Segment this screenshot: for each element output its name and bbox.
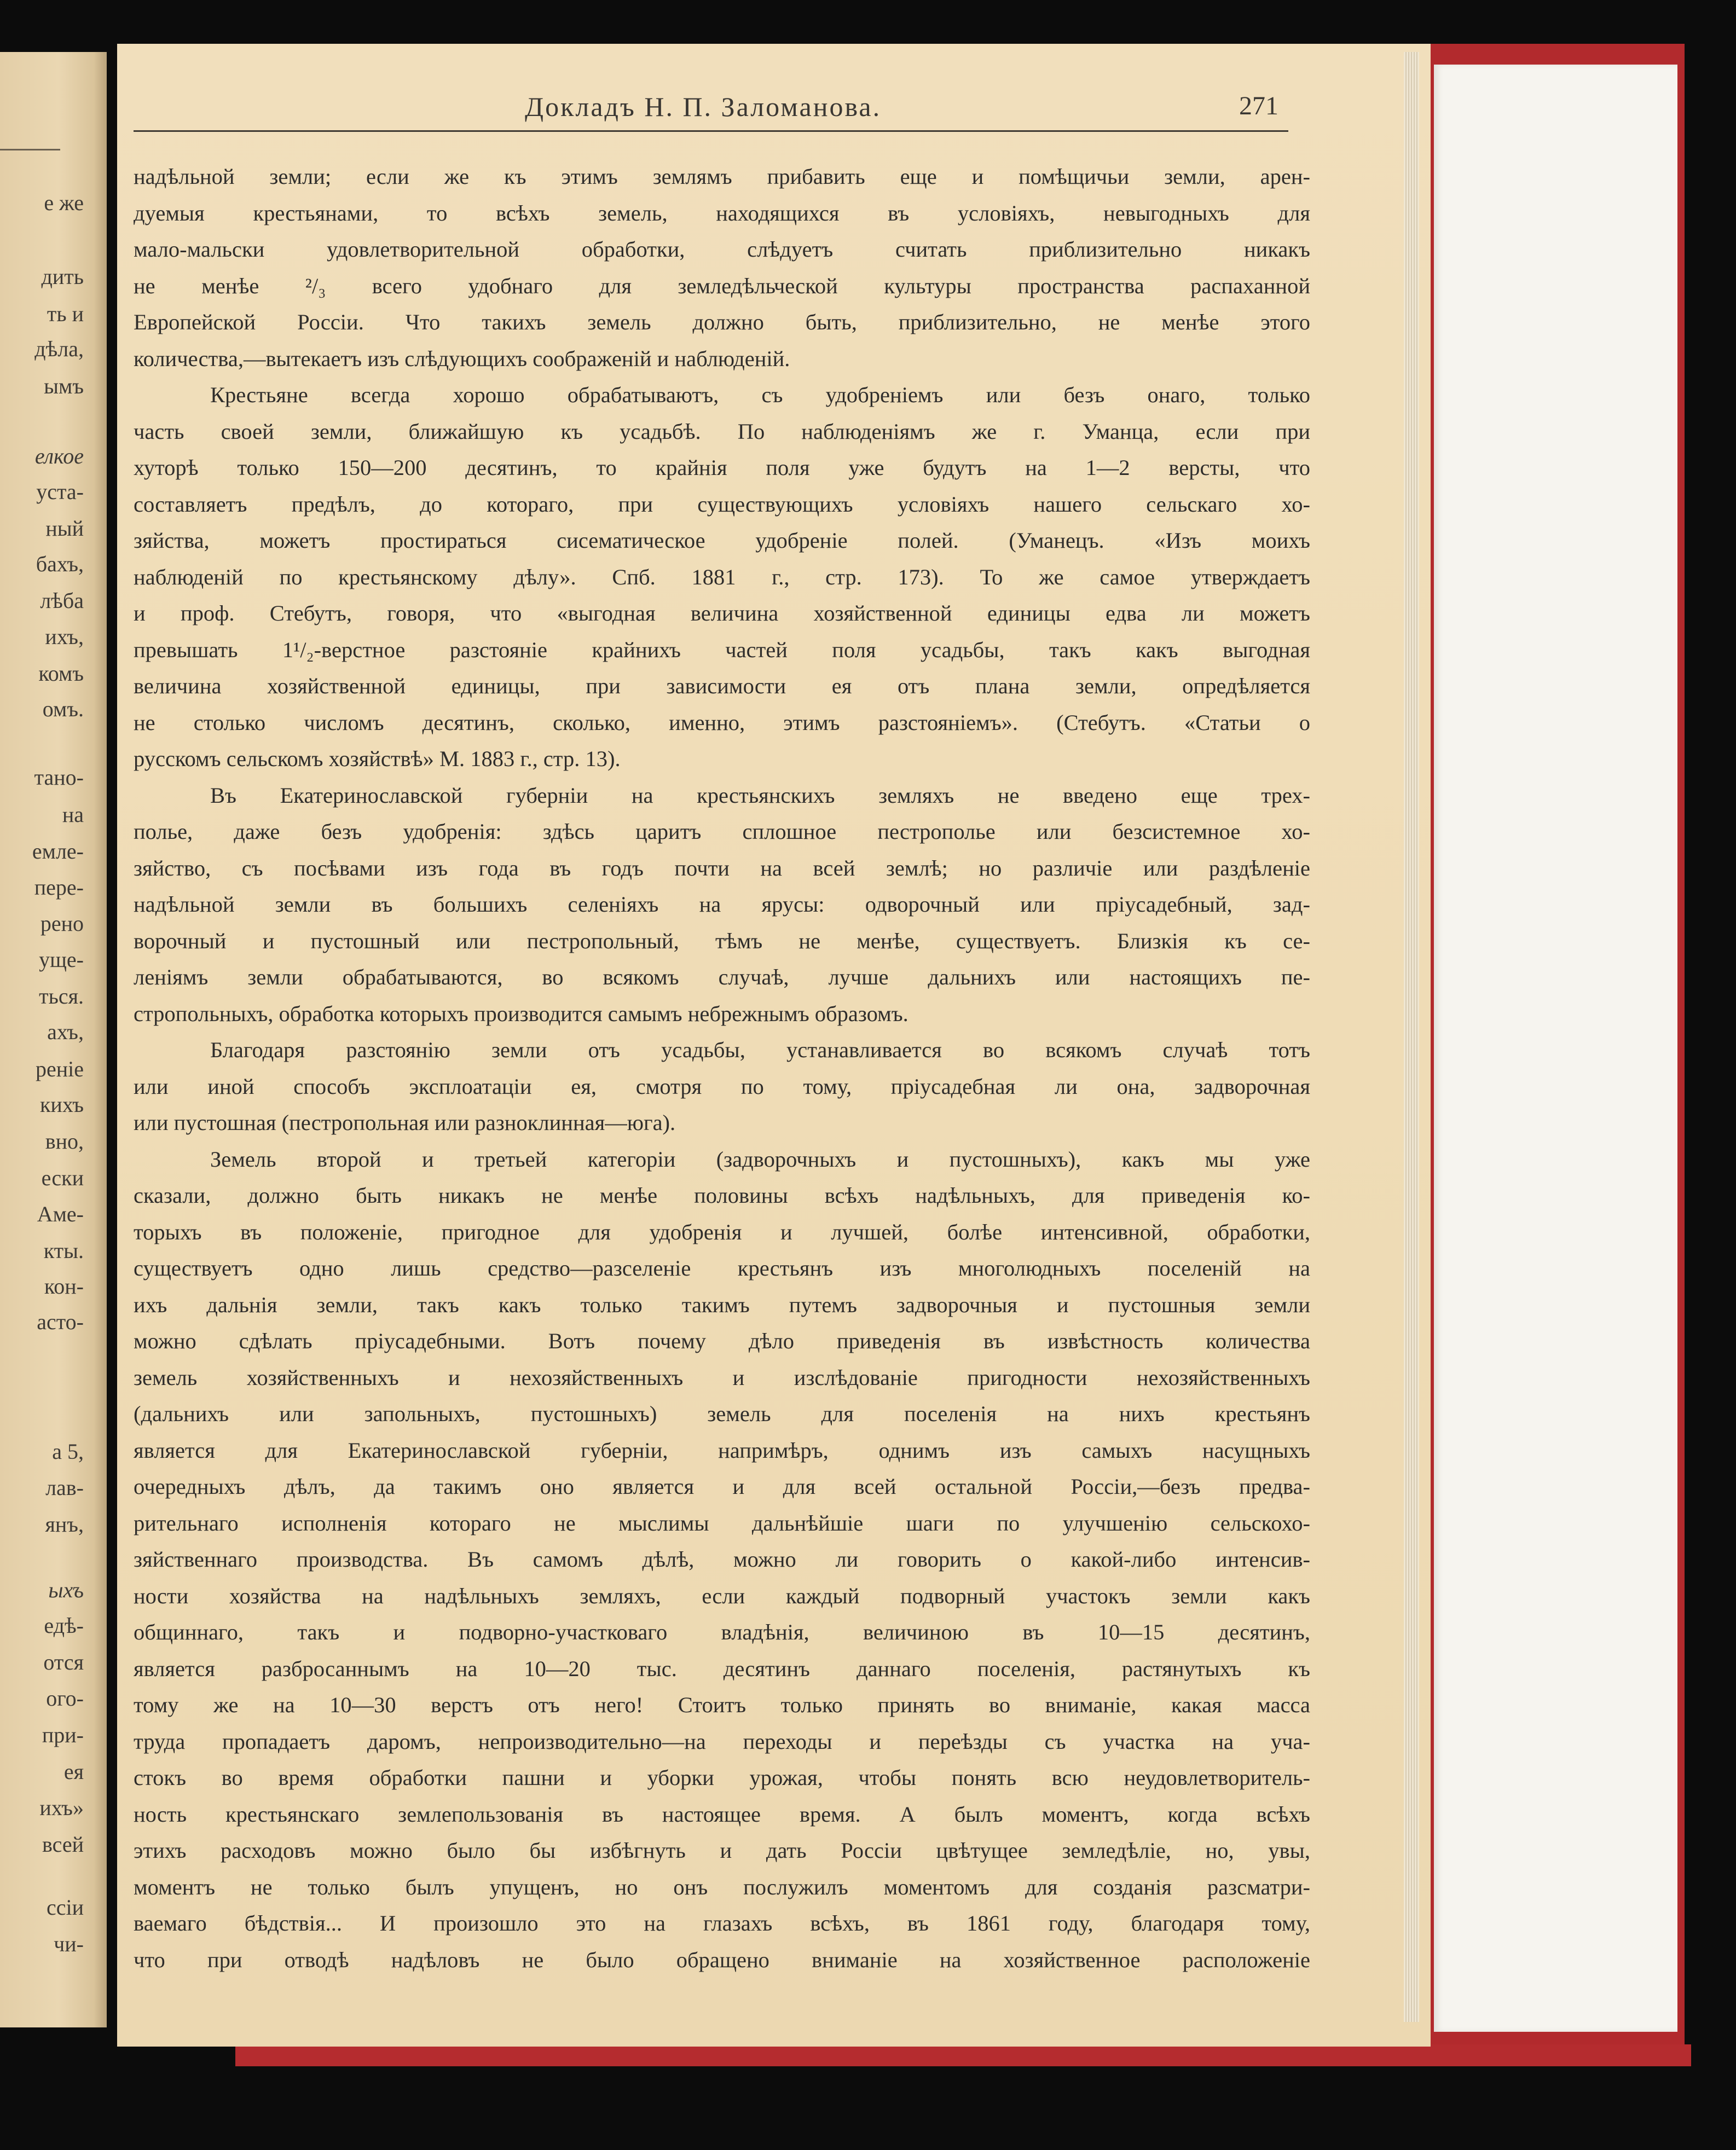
left-page-fragment: ихъ»	[39, 1795, 84, 1820]
left-page-fragment: уще-	[39, 947, 84, 972]
left-page-fragment: ть и	[47, 302, 84, 326]
left-page-fragment: а 5,	[52, 1439, 84, 1464]
left-page-fragment: ымъ	[44, 374, 84, 398]
text-line: можно сдѣлать пріусадебными. Вотъ почему дѣло приведенія въ извѣстность количества	[134, 1329, 1310, 1353]
text-line: ваемаго бѣдствія... И произошло это на глазахъ всѣхъ, въ 1861 году, благодаря тому,	[134, 1911, 1310, 1935]
left-page-fragment: ный	[45, 516, 84, 541]
running-head-title: Докладъ Н. П. Заломанова.	[525, 91, 882, 122]
left-page-fragment: ески	[41, 1166, 84, 1190]
text-line: полье, даже безъ удобренія: здѣсь царитъ сплошное пестрополье или безсистемное хо-	[134, 819, 1310, 844]
text-line: ности хозяйства на надѣльныхъ земляхъ, если каждый подворный участокъ земли какъ	[134, 1583, 1310, 1608]
right-page	[117, 44, 1431, 2047]
text-line: существуетъ одно лишь средство—разселеніе крестьянъ изъ многолюдныхъ поселеній на	[134, 1256, 1310, 1280]
text-line: надѣльной земли; если же къ этимъ землямъ прибавить еще и помѣщичьи земли, арен-	[134, 164, 1310, 189]
left-page-fragment: ихъ,	[45, 624, 84, 649]
text-line: ихъ дальнія земли, такъ какъ только такимъ путемъ задворочныя и пустошныя земли	[134, 1292, 1310, 1317]
text-line: Благодаря разстоянію земли отъ усадьбы, устанавливается во всякомъ случаѣ тотъ	[210, 1038, 1310, 1062]
text-line: Въ Екатеринославской губерніи на крестьянскихъ земляхъ не введено еще трех-	[210, 783, 1310, 808]
text-line: что при отводѣ надѣловъ не было обращено вниманіе на хозяйственное расположеніе	[134, 1947, 1310, 1972]
text-line: моментъ не только былъ упущенъ, но онъ послужилъ моментомъ для созданія разсматри-	[134, 1874, 1310, 1899]
text-line: Крестьяне всегда хорошо обрабатываютъ, съ удобреніемъ или безъ онаго, только	[210, 383, 1310, 407]
left-page-fragment: ея	[63, 1759, 84, 1784]
text-line: земель хозяйственныхъ и нехозяйственныхъ и изслѣдованіе пригодности нехозяйственныхъ	[134, 1365, 1310, 1390]
page-number: 271	[1239, 91, 1278, 120]
header-rule	[134, 130, 1288, 132]
text-line: очередныхъ дѣлъ, да такимъ оно является и для всей остальной Россіи,—безъ предва-	[134, 1474, 1310, 1499]
left-page-fragment: ого-	[46, 1686, 84, 1711]
left-page-header-rule	[0, 149, 60, 150]
text-line: превышать 1¹/₂-верстное разстояніе крайнихъ частей поля усадьбы, такъ какъ выгодная	[134, 637, 1310, 662]
end-paper	[1434, 65, 1677, 2032]
text-line: величина хозяйственной единицы, при зависимости ея отъ плана земли, опредѣляется	[134, 674, 1310, 698]
text-line: стропольныхъ, обработка которыхъ производится самымъ небрежнымъ образомъ.	[134, 1001, 908, 1026]
text-line: надѣльной земли въ большихъ селеніяхъ на ярусы: одворочный или пріусадебный, зад-	[134, 892, 1310, 917]
left-page-fragment: дѣла,	[34, 337, 84, 361]
text-line: тому же на 10—30 верстъ отъ него! Стоитъ только принять во вниманіе, какая масса	[134, 1693, 1310, 1717]
left-page-fragment: асто-	[37, 1309, 84, 1334]
left-page-fragment: омъ.	[42, 697, 84, 721]
text-line: (дальнихъ или запольныхъ, пустошныхъ) земель для поселенія на нихъ крестьянъ	[134, 1401, 1310, 1426]
text-line: не столько числомъ десятинъ, сколько, именно, этимъ разстояніемъ». (Стебутъ. «Статьи о	[134, 710, 1310, 735]
left-page-fragment: ыхъ	[48, 1578, 84, 1602]
left-page-fragment: вно,	[45, 1129, 84, 1154]
left-page-fragment: уста-	[36, 479, 84, 504]
text-line: общиннаго, такъ и подворно-участковаго владѣнія, величиною въ 10—15 десятинъ,	[134, 1620, 1310, 1644]
left-page-fragment: всей	[42, 1832, 84, 1857]
text-line: зяйственнаго производства. Въ самомъ дѣлѣ, можно ли говорить о какой-либо интенсив-	[134, 1547, 1310, 1572]
left-page-fragment: при-	[42, 1723, 84, 1747]
text-line: дуемыя крестьянами, то всѣхъ земель, находящихся въ условіяхъ, невыгодныхъ для	[134, 200, 1310, 225]
text-line: является для Екатеринославской губерніи, напримѣръ, однимъ изъ самыхъ насущныхъ	[134, 1438, 1310, 1463]
left-page-fragment: лѣба	[40, 588, 84, 613]
left-page-fragment: едѣ-	[44, 1613, 84, 1638]
page-stack-edge	[1404, 52, 1419, 2022]
book-cover-bottom-edge	[235, 2044, 1691, 2066]
left-page-fragment: янъ,	[45, 1512, 84, 1537]
text-line: леніямъ земли обрабатываются, во всякомъ случаѣ, лучше дальнихъ или настоящихъ пе-	[134, 965, 1310, 989]
text-line: этихъ расходовъ можно было бы избѣгнуть и дать Россіи цвѣтущее земледѣліе, но, увы,	[134, 1838, 1310, 1863]
text-line: и проф. Стебутъ, говоря, что «выгодная величина хозяйственной единицы едва ли можетъ	[134, 601, 1310, 625]
body-text	[134, 159, 1310, 1978]
text-line: рительнаго исполненія котораго не мыслимы дальнѣйшіе шаги по улучшенію сельскохо-	[134, 1510, 1310, 1535]
text-line: зяйство, съ посѣвами изъ года въ годъ почти на всей землѣ; но различіе или раздѣленіе	[134, 855, 1310, 880]
text-line: ность крестьянскаго землепользованія въ настоящее время. А былъ моментъ, когда всѣхъ	[134, 1801, 1310, 1827]
left-page-fragment: емле-	[32, 839, 84, 864]
text-line: часть своей земли, ближайшую къ усадьбѣ. По наблюденіямъ же г. Уманца, если при	[134, 419, 1310, 444]
left-page-fragment: ться.	[39, 984, 84, 1009]
left-page-fragment: рено	[40, 911, 84, 936]
running-head	[117, 91, 1431, 135]
left-page-fragment: на	[62, 802, 84, 827]
left-page-fragment: дить	[41, 264, 84, 289]
text-line: или пустошная (пестропольная или разноклинная—юга).	[134, 1110, 676, 1135]
left-page-fragment: ахъ,	[47, 1019, 84, 1044]
text-line: не менѣе ²/₃ всего удобнаго для земледѣльческой культуры пространства распаханной	[134, 273, 1310, 298]
left-page-fragment: бахъ,	[36, 552, 84, 576]
left-page-fragment: чи-	[54, 1932, 84, 1956]
text-line: сказали, должно быть никакъ не менѣе половины всѣхъ надѣльныхъ, для приведенія ко-	[134, 1183, 1310, 1208]
text-line: русскомъ сельскомъ хозяйствѣ» М. 1883 г., стр. 13).	[134, 746, 621, 771]
text-line: зяйства, можетъ простираться сисематическое удобреніе полей. (Уманецъ. «Изъ моихъ	[134, 528, 1310, 553]
left-page-fragment: отся	[43, 1650, 84, 1674]
left-page	[0, 52, 107, 2027]
left-page-fragment: тано-	[34, 765, 84, 790]
left-page-fragment: лав-	[45, 1475, 84, 1500]
text-line: хуторѣ только 150—200 десятинъ, то крайнія поля уже будутъ на 1—2 версты, что	[134, 455, 1310, 480]
left-page-fragment: пере-	[34, 875, 84, 900]
text-line: или иной способъ эксплоатаціи ея, смотря по тому, пріусадебная ли она, задворочная	[134, 1074, 1310, 1099]
text-line: ворочный и пустошный или пестропольный, тѣмъ не менѣе, существуетъ. Близкія къ се-	[134, 928, 1310, 953]
text-line: мало-мальски удовлетворительной обработки, слѣдуетъ считать приблизительно никакъ	[134, 237, 1310, 262]
left-page-fragment: кихъ	[40, 1092, 84, 1117]
left-page-fragment: елкое	[34, 444, 84, 468]
text-line: труда пропадаетъ даромъ, непроизводительно—на переходы и переѣзды съ участка на уча-	[134, 1729, 1310, 1754]
left-page-fragment: кон-	[44, 1274, 84, 1299]
left-page-fragment: ссіи	[46, 1895, 84, 1920]
left-page-fragment: е же	[44, 190, 84, 215]
left-page-fragment: комъ	[38, 661, 84, 686]
text-line: составляетъ предѣлъ, до котораго, при существующихъ условіяхъ нашего сельскаго хо-	[134, 491, 1310, 517]
left-page-fragment: кты.	[43, 1238, 84, 1263]
text-line: наблюденій по крестьянскому дѣлу». Спб. 1881 г., стр. 173). То же самое утверждаетъ	[134, 564, 1310, 589]
text-line: количества,—вытекаетъ изъ слѣдующихъ соображеній и наблюденій.	[134, 346, 790, 371]
text-line: Земель второй и третьей категоріи (задворочныхъ и пустошныхъ), какъ мы уже	[210, 1146, 1310, 1172]
text-line: торыхъ въ положеніе, пригодное для удобренія и лучшей, болѣе интенсивной, обработки,	[134, 1219, 1310, 1244]
text-line: Европейской Россіи. Что такихъ земель должно быть, приблизительно, не менѣе этого	[134, 310, 1310, 334]
left-page-fragment: реніе	[35, 1057, 84, 1081]
left-page-fragment: Аме-	[37, 1202, 84, 1226]
text-line: является разбросаннымъ на 10—20 тыс. десятинъ даннаго поселенія, растянутыхъ къ	[134, 1656, 1310, 1681]
text-line: стокъ во время обработки пашни и уборки урожая, чтобы понять всю неудовлетворитель-	[134, 1765, 1310, 1790]
